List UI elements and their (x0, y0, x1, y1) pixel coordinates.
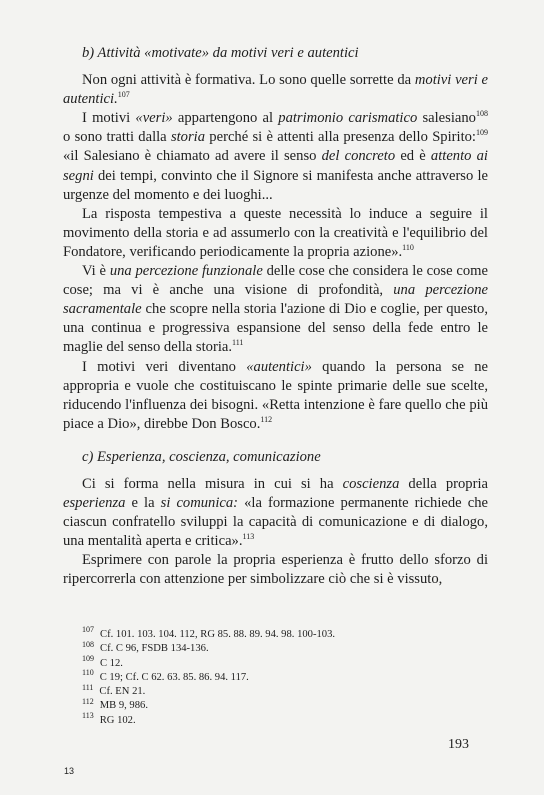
text-run: La risposta tempestiva a queste necessità lo induce a seguire il movimento della storia e ad assumerlo con la creatività e l'equilibrio del Fondatore, verificando periodicamente la propria azione». (63, 205, 488, 260)
footnote-ref: 113 (242, 532, 255, 542)
text-run: della propria (399, 475, 488, 492)
body-text (63, 44, 488, 590)
paragraph (63, 358, 488, 434)
footnote-number: 112 (82, 696, 94, 706)
text-run: «il Salesiano è chiamato ad avere il senso (63, 148, 322, 165)
paragraph (63, 71, 488, 109)
emphasis: storia (170, 129, 206, 146)
emphasis: «autentici» (246, 358, 312, 375)
text-run: Esprimere con parole la propria esperienza è frutto dello sforzo di ripercorrerla con attenzione per simbolizzare ciò che si è vissuto, (63, 552, 488, 588)
footnote-text: C 19; Cf. C 62. 63. 85. 86. 94. 117. (99, 671, 249, 683)
footnote (82, 654, 335, 671)
footnote-text: MB 9, 986. (99, 700, 148, 712)
emphasis: una percezione sacramentale (63, 282, 488, 318)
footnote-number: 110 (82, 668, 94, 678)
footnotes (82, 625, 336, 728)
emphasis: patrimonio carismatico (278, 110, 418, 127)
footnote-text: C 12. (100, 657, 123, 669)
emphasis: del concreto (321, 148, 396, 165)
signature-mark: 13 (64, 766, 75, 776)
paragraph (63, 551, 488, 589)
footnote (82, 696, 335, 713)
text-run: appartengono al (172, 110, 279, 127)
footnote-number: 109 (82, 654, 94, 664)
text-run: Ci si forma nella misura in cui si ha (82, 475, 343, 492)
footnote (82, 711, 335, 728)
section-c-paragraphs (63, 475, 488, 590)
text-run: I motivi veri diventano (82, 358, 247, 375)
text-run: e la (125, 495, 161, 512)
footnote (82, 625, 336, 642)
section-b-heading: b) Attività «motivate» da motivi veri e autentici (82, 45, 359, 61)
text-run: dei tempi, convinto che il Signore si manifesta anche attraverso le urgenze del momento e dei luoghi... (63, 167, 488, 203)
paragraph (63, 475, 488, 551)
footnote-ref: 110 (402, 243, 414, 253)
footnote-text: Cf. 101. 103. 104. 112, RG 85. 88. 89. 94. 98. 100-103. (100, 629, 336, 640)
text-run: «la formazione permanente richiede che ciascun confratello sviluppi la capacità di comunicazione e di dialogo, una mentalità aperta e critica». (63, 495, 488, 550)
text-run: Non ogni attività è formativa. Lo sono quelle sorrette da (82, 72, 415, 89)
footnote-ref: 107 (117, 90, 130, 100)
text-run: quando la persona se ne appropria e vuole che costituiscano le spinte primarie delle sue scelte, riducendo l'influenza dei bisogni. «Retta intenzione è fare quello che più piace a Dio», direbbe Don Bosco. (63, 358, 488, 432)
page-number: 193 (448, 737, 469, 752)
paragraph (63, 109, 488, 204)
text-run: salesiano (417, 110, 476, 127)
emphasis: una percezione funzionale (109, 263, 263, 280)
paragraph (63, 205, 488, 262)
footnote (82, 639, 335, 656)
footnote-text: Cf. EN 21. (99, 686, 146, 698)
footnote-ref: 109 (475, 128, 488, 138)
text-run: I motivi (82, 110, 136, 127)
footnote-number: 113 (82, 711, 94, 721)
section-b-paragraphs (63, 71, 488, 434)
text-run: Vi è (82, 263, 110, 280)
emphasis: coscienza (342, 475, 400, 492)
footnote-text: Cf. C 96, FSDB 134-136. (100, 643, 209, 655)
footnote-ref: 112 (260, 414, 273, 424)
text-run: perché si è attenti alla presenza dello Spirito: (205, 129, 476, 146)
text-run: o sono tratti dalla (63, 129, 171, 146)
text-run: delle cose che considera le cose come cose; ma vi è anche una visione di profondità, (63, 263, 488, 299)
emphasis: «veri» (135, 110, 173, 127)
footnote-number: 111 (82, 682, 94, 692)
footnote-text: RG 102. (99, 714, 136, 726)
emphasis: motivi veri e autentici. (63, 72, 488, 108)
footnote (82, 668, 335, 685)
footnote-number: 107 (82, 625, 94, 635)
emphasis: si comunica: (160, 495, 239, 512)
text-run: che scopre nella storia l'azione di Dio e coglie, per questo, una continua e progressiva espansione del senso della fede entro le maglie del senso della storia. (63, 301, 488, 356)
paragraph (63, 262, 488, 357)
footnote-number: 108 (82, 639, 94, 649)
section-c-heading: c) Esperienza, coscienza, comunicazione (82, 448, 321, 465)
footnote-ref: 111 (232, 338, 244, 348)
footnote-ref: 108 (475, 109, 488, 119)
emphasis: esperienza (63, 495, 126, 512)
footnote (82, 682, 335, 699)
emphasis: attento ai segni (63, 148, 488, 184)
text-run: ed è (395, 148, 431, 165)
